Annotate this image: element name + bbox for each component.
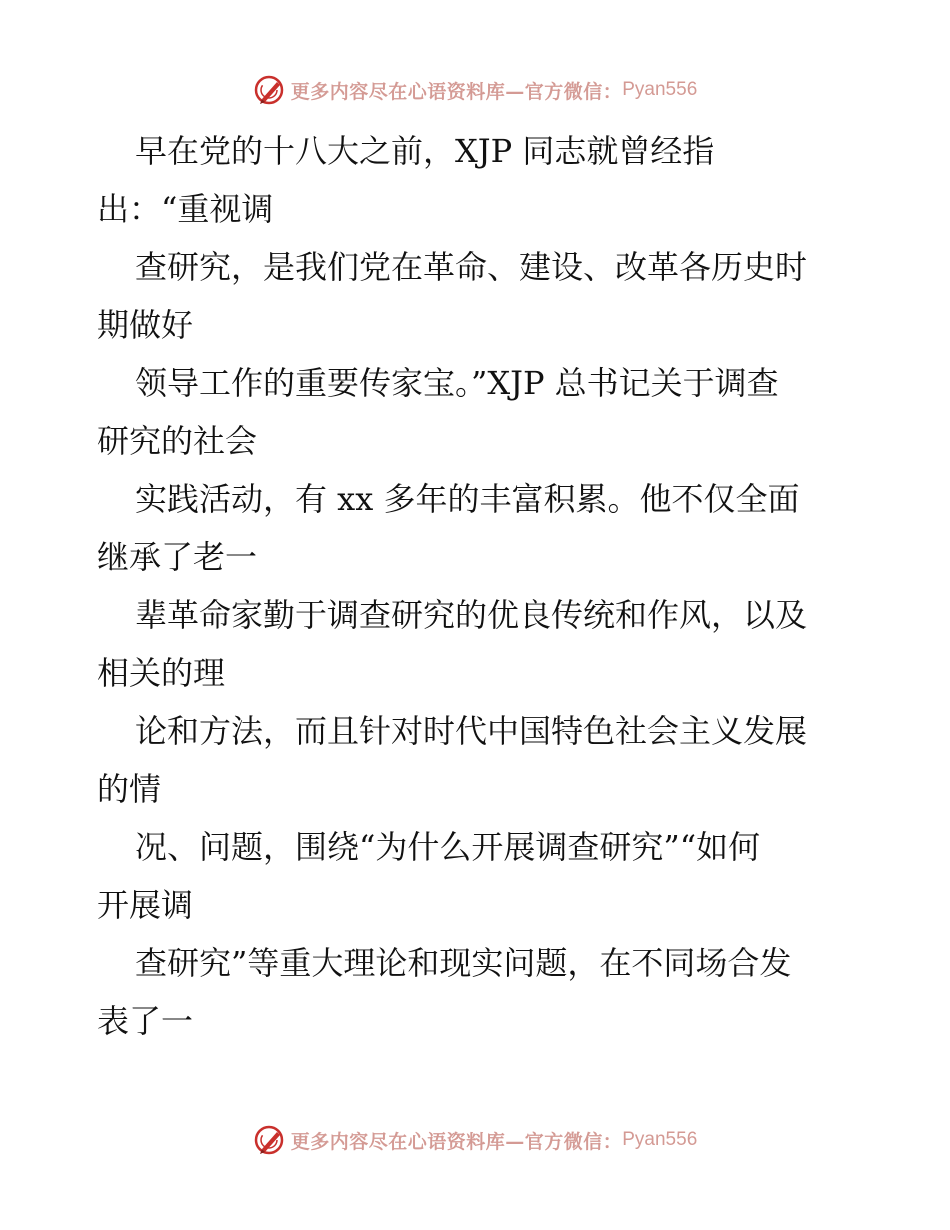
- banner-message: 更多内容尽在心语资料库—官方微信：: [290, 1130, 623, 1153]
- banner-message: 更多内容尽在心语资料库—官方微信：: [290, 80, 623, 103]
- text-line: 表了一: [97, 1002, 194, 1040]
- text-line: 继承了老一: [97, 538, 258, 576]
- wechat-account: Pyan556: [622, 79, 698, 100]
- pen-logo-icon: [253, 1124, 285, 1156]
- text-line: 开展调: [97, 886, 194, 924]
- text-line: 辈革命家勤于调查研究的优良传统和作风，以及: [135, 596, 808, 634]
- text-line: 出：“重视调: [97, 190, 274, 228]
- text-line: 相关的理: [97, 654, 226, 692]
- text-line: 早在党的十八大之前，XJP 同志就曾经指: [135, 132, 715, 170]
- text-line: 研究的社会: [97, 422, 258, 460]
- wechat-account: Pyan556: [622, 1129, 698, 1150]
- text-line: 查研究”等重大理论和现实问题，在不同场合发: [135, 944, 792, 982]
- text-line: 领导工作的重要传家宝。”XJP 总书记关于调查: [135, 364, 779, 402]
- text-line: 期做好: [97, 306, 194, 344]
- text-line: 的情: [97, 770, 162, 808]
- header-banner: [0, 70, 950, 110]
- text-line: 论和方法，而且针对时代中国特色社会主义发展: [135, 712, 808, 750]
- text-line: 查研究，是我们党在革命、建设、改革各历史时: [135, 248, 808, 286]
- footer-banner: [0, 1120, 950, 1160]
- document-body: [97, 122, 857, 1050]
- pen-logo-icon: [253, 74, 285, 106]
- text-line: 况、问题，围绕“为什么开展调查研究”“如何: [135, 828, 761, 866]
- text-line: 实践活动，有 xx 多年的丰富积累。他不仅全面: [135, 480, 800, 518]
